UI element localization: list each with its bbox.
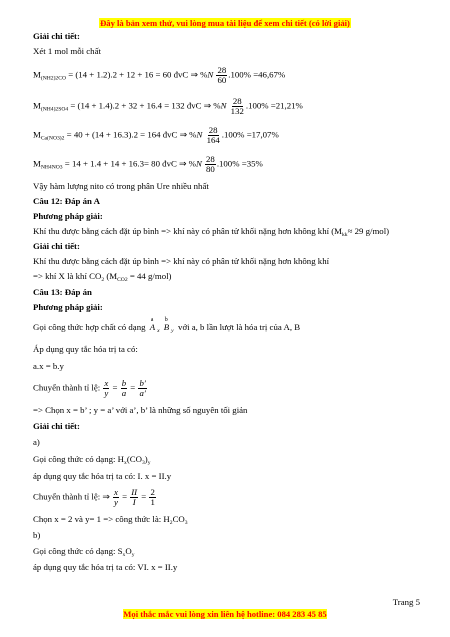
text-line: b)	[33, 530, 41, 540]
text-line: => khí X là khí $CO_2$ ($M_{CO2} = 44$ g/mol)	[33, 271, 172, 283]
preview-banner: Đây là bản xem thử, vui lòng mua tài liệu để xem chi tiết (có lời giải)	[100, 18, 350, 28]
text-line: áp dụng quy tắc hóa trị ta có: I. x = II.y	[33, 471, 172, 481]
text-line: Khí thu được bằng cách đặt úp bình => khí này có phân tử khối nặng hơn không khí	[33, 256, 330, 266]
formula-line: $M_{Ca(NO3)2} = 40 + (14 + 16.3).2 = 164$ đvC ⇒ %N $\frac{28}{164}$ .100% =17,07%	[33, 125, 279, 145]
heading: Phương pháp giải:	[33, 211, 103, 221]
footer-hotline: Mọi thắc mắc vui lòng xin liên hệ hotline: 084 283 45 85	[123, 609, 327, 619]
text-line: áp dụng quy tắc hóa trị ta có: VI. x = II.y	[33, 562, 178, 572]
question-heading: Câu 13: Đáp án	[33, 287, 92, 297]
text-line: Gọi công thức hợp chất có dạng a A $_x$ b B $_y$ với a, b lần lượt là hóa trị của A, B	[33, 317, 301, 334]
text-line: Chọn x = 2 và y= 1 => công thức là: $H_2CO_3$	[33, 514, 188, 526]
formula-line: $M_{(NH4)2SO4} = (14 + 1.4).2 + 32 + 16.4 = 132$ đvC ⇒ %N $\frac{28}{132}$ .100% =21,21%	[33, 96, 303, 116]
text-line: Khí thu được bằng cách đặt úp bình => khí này có phân tử khối nặng hơn không khí ($M_{kk}\approx 29$ g/mol)	[33, 226, 390, 238]
text-line: a)	[33, 437, 40, 447]
text-line: Gọi công thức có dạng: $S_xO_y$	[33, 546, 135, 558]
question-heading: Câu 12: Đáp án A	[33, 196, 100, 206]
formula-line: $M_{(NH2)2CO} = (14 + 1.2).2 + 12 + 16 = 60$ đvC ⇒ %N $\frac{28}{60}$ .100% =46,67%	[33, 65, 286, 85]
text-line: Gọi công thức có dạng: $H_x(CO_3)_y$	[33, 454, 151, 466]
formula-line: $M_{NH4NO3} = 14 + 1.4 + 14 + 16.3= 80$ đvC ⇒ %N $\frac{28}{80}$ .100% =35%	[33, 154, 263, 174]
text-line: Vậy hàm lượng nito có trong phân Ure nhiều nhất	[33, 181, 209, 191]
page-number: Trang 5	[392, 597, 420, 607]
ratio-line: Chuyển thành tỉ lệ: ⇒ $\frac{x}{y}$ = $\frac{II}{I}$ = $\frac{2}{1}$	[33, 487, 155, 507]
ratio-line: Chuyển thành tỉ lệ: $\frac{x}{y}$ = $\frac{b}{a}$ = $\frac{b'}{a'}$	[33, 378, 146, 398]
heading: Giải chi tiết:	[33, 421, 80, 431]
heading: Giải chi tiết:	[33, 241, 80, 251]
heading: Giải chi tiết:	[33, 31, 80, 41]
text-line: => Chọn x = b’ ; y = a’ với a’, b’ là những số nguyên tối giản	[33, 405, 248, 415]
text-line: Xét 1 mol mỗi chất	[33, 46, 101, 56]
text-line: Áp dụng quy tắc hóa trị ta có:	[33, 344, 138, 354]
heading: Phương pháp giải:	[33, 302, 103, 312]
text-line: a.x = b.y	[33, 361, 64, 371]
